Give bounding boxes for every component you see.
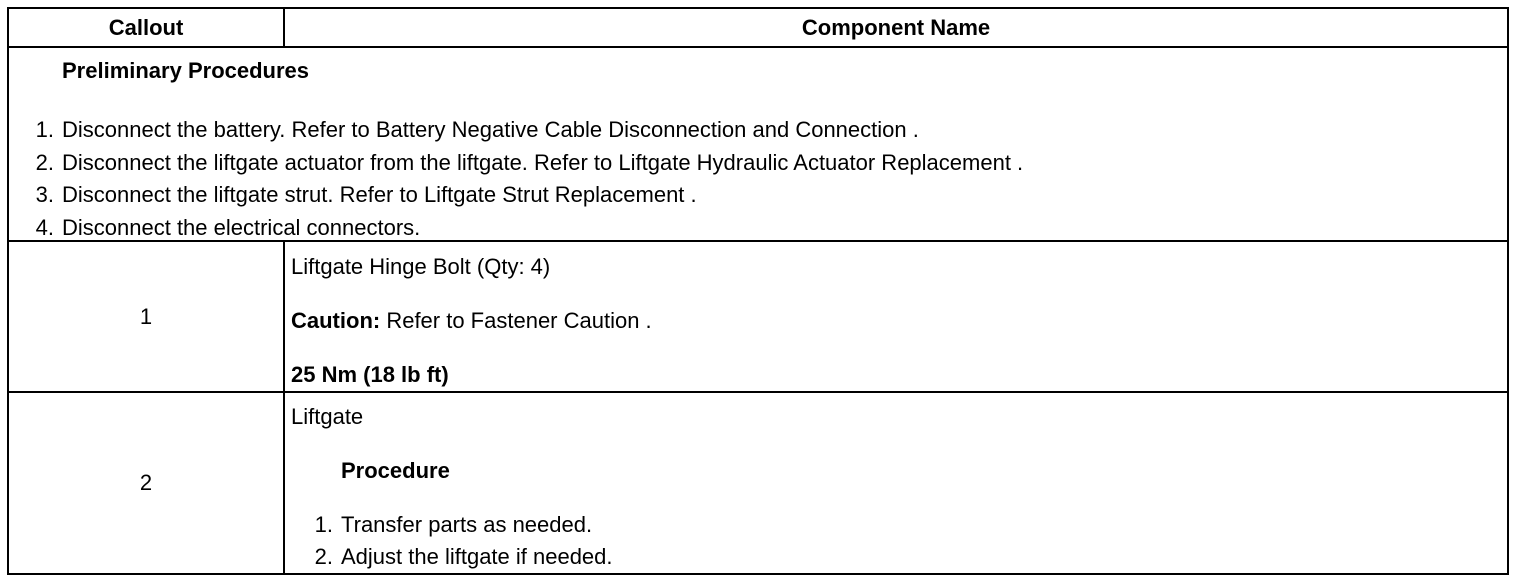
step-text: Transfer parts as needed. <box>341 512 593 537</box>
caution-note <box>291 308 652 334</box>
preliminary-cell <box>8 47 1508 241</box>
procedure-step <box>285 509 613 541</box>
step-number: 4. <box>35 214 54 240</box>
preliminary-step <box>9 179 1023 212</box>
component-name: Liftgate <box>291 404 364 429</box>
component-cell <box>284 392 1508 574</box>
header-row <box>8 8 1508 47</box>
step-number: 3. <box>35 182 54 207</box>
callout-column-header: Callout <box>8 8 284 47</box>
callout-cell: 1 <box>8 241 284 392</box>
torque-spec: 25 Nm (18 lb ft) <box>291 362 449 387</box>
step-text: Disconnect the battery. Refer to Battery Negative Cable Disconnection and Connection . <box>62 117 919 142</box>
step-text: Disconnect the liftgate actuator from the liftgate. Refer to Liftgate Hydraulic Actuator Replacement . <box>62 149 1024 175</box>
preliminary-step <box>9 212 1023 245</box>
table-row <box>8 241 1508 392</box>
step-number: 1. <box>314 512 333 537</box>
step-number: 2. <box>314 544 333 569</box>
caution-text: Refer to Fastener Caution . <box>380 308 652 333</box>
step-text: Disconnect the electrical connectors. <box>62 214 421 240</box>
preliminary-step <box>9 147 1023 180</box>
component-name-column-header: Component Name <box>284 8 1508 47</box>
step-text: Adjust the liftgate if needed. <box>341 544 613 569</box>
procedure-step <box>285 541 613 573</box>
component-name: Liftgate Hinge Bolt (Qty: 4) <box>291 254 551 279</box>
component-cell <box>284 241 1508 392</box>
component-table <box>7 7 1509 575</box>
step-text: Disconnect the liftgate strut. Refer to Liftgate Strut Replacement . <box>62 182 697 207</box>
table-row <box>8 392 1508 574</box>
procedure-step-list <box>285 509 613 573</box>
procedure-heading: Procedure <box>341 458 450 483</box>
preliminary-step-list <box>9 114 1023 244</box>
callout-cell: 2 <box>8 392 284 574</box>
step-number: 2. <box>35 149 54 175</box>
step-number: 1. <box>35 117 54 142</box>
preliminary-row <box>8 47 1508 241</box>
caution-label: Caution: <box>291 308 381 333</box>
preliminary-step <box>9 114 1023 147</box>
preliminary-heading: Preliminary Procedures <box>62 58 310 83</box>
